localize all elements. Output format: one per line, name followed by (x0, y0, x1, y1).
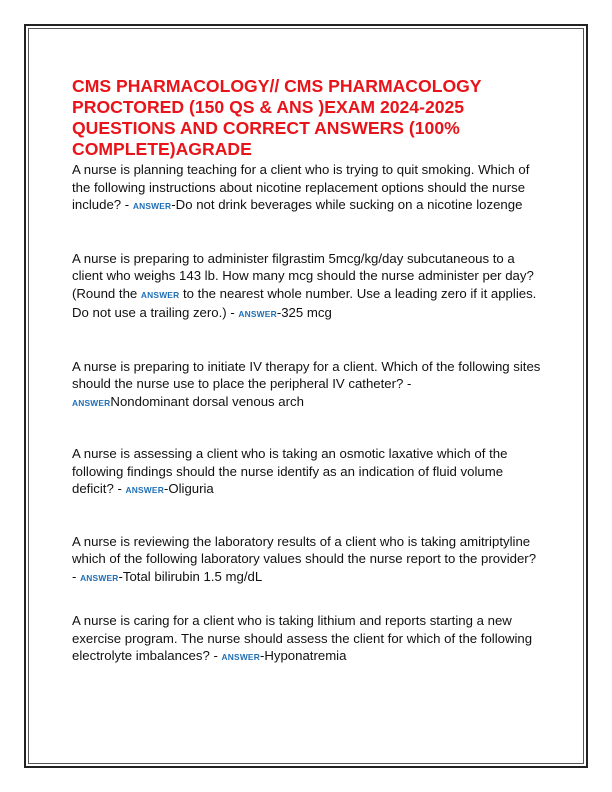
question-text: to the nearest whole number. Use a leading zero if it applies. (179, 285, 537, 301)
answer-tag: ANSWER (72, 397, 111, 408)
question-6 (72, 612, 544, 667)
question-text: A nurse is preparing to initiate IV therapy for a client. Which of the following sites (72, 358, 541, 374)
question-text: Do not use a trailing zero.) - (72, 305, 239, 320)
question-1 (72, 161, 544, 216)
question-text: A nurse is planning teaching for a client who is trying to quit smoking. Which of the following instructions about nicotine replacement options should the nurse include? - (72, 162, 530, 212)
question-text: A nurse is reviewing the laboratory results of a client who is taking amitriptyline which of the following laboratory values should the nurse report to the provider? - (72, 533, 537, 584)
answer-text: -Hyponatremia (259, 648, 347, 663)
question-4 (72, 445, 544, 500)
answer-tag: ANSWER (221, 652, 260, 662)
answer-tag: ANSWER (80, 572, 119, 583)
answer-text: -Total bilirubin 1.5 mg/dL (118, 568, 263, 584)
question-text: A nurse is assessing a client who is taking an osmotic laxative which of the following findings should the nurse identify as an indication of fluid volume deficit? - (72, 446, 508, 496)
answer-tag: ANSWER (238, 309, 277, 319)
question-5 (72, 533, 544, 588)
answer-text: -Oliguria (163, 481, 214, 496)
answer-tag: ANSWER (140, 289, 180, 300)
document-title: CMS PHARMACOLOGY// CMS PHARMACOLOGY PROCTORED (150 QS & ANS )EXAM 2024-2025 QUESTIONS AND CORRECT ANSWERS (100% COMPLETE)AGRADE (72, 76, 482, 159)
answer-text: Nondominant dorsal venous arch (110, 393, 304, 409)
question-text: should the nurse use to place the peripheral IV catheter? - (72, 376, 412, 391)
answer-tag: ANSWER (125, 485, 164, 495)
question-3 (72, 358, 544, 413)
document-body (72, 76, 544, 667)
answer-text: -Do not drink beverages while sucking on a nicotine lozenge (171, 197, 523, 212)
question-2 (72, 250, 544, 324)
question-text: A nurse is preparing to administer filgrastim 5mcg/kg/day subcutaneous to a client who weighs 143 lb. How many mcg should the nurse administer per day? (Round the (72, 250, 534, 301)
question-text: A nurse is caring for a client who is taking lithium and reports starting a new exercise program. The nurse should assess the client for which of the following electrolyte imbalances? - (72, 613, 533, 663)
answer-tag: ANSWER (132, 201, 172, 211)
answer-text: -325 mcg (276, 305, 332, 320)
